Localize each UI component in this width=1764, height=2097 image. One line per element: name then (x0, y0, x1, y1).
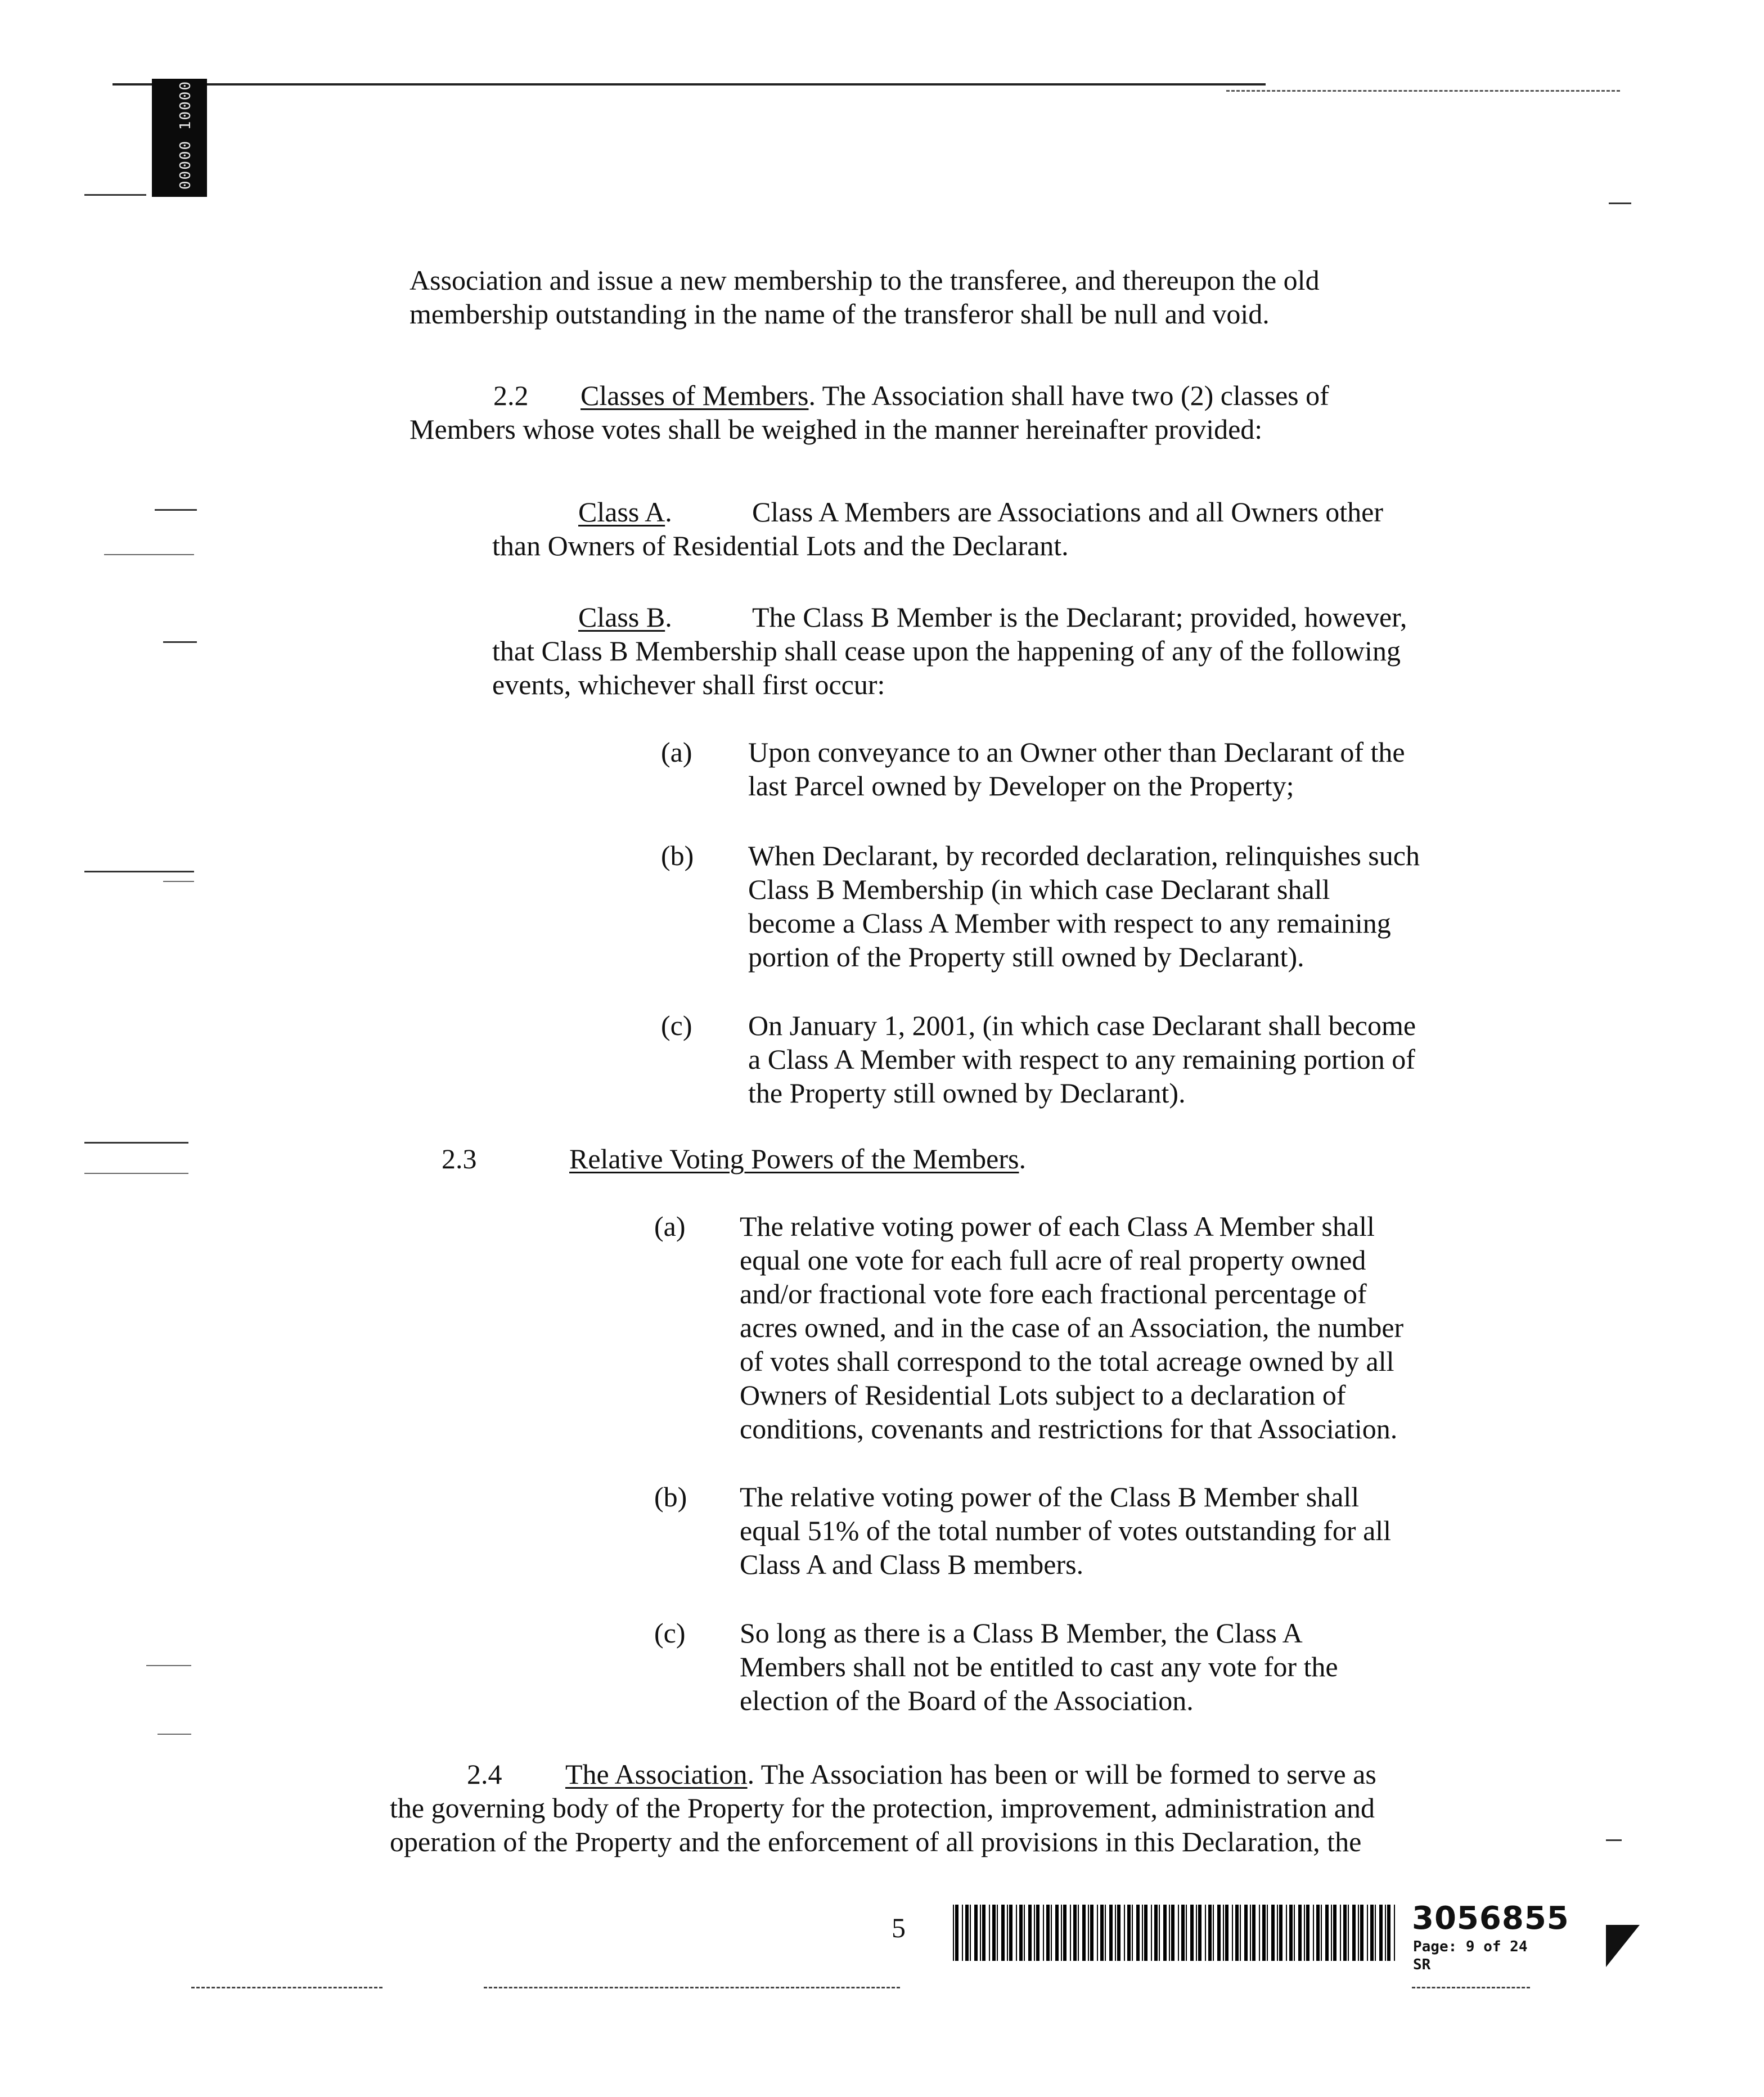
section-2-3-item-c-line: Members shall not be entitled to cast any vote for the (740, 1651, 1338, 1682)
margin-mark (104, 554, 194, 555)
scan-corner-mark (1606, 1925, 1640, 1967)
section-2-3-item-b-marker: (b) (654, 1481, 687, 1513)
class-b-text-2: that Class B Membership shall cease upon the happening of any of the following (492, 635, 1401, 667)
class-b-label: Class B (578, 601, 665, 633)
margin-mark (158, 1734, 191, 1735)
section-2-3-item-a-line: The relative voting power of each Class A Member shall (740, 1210, 1375, 1242)
page-number: 5 (892, 1912, 906, 1943)
class-b-item-a-line: Upon conveyance to an Owner other than Declarant of the (748, 736, 1405, 768)
margin-mark (1606, 1839, 1622, 1841)
section-2-3-dot: . (1019, 1143, 1026, 1174)
class-a-dot: . (665, 496, 672, 528)
section-2-3-item-a-line: conditions, covenants and restrictions for that Association. (740, 1413, 1398, 1444)
class-b-item-c-line: a Class A Member with respect to any remaining portion of (748, 1043, 1415, 1075)
section-2-2-number: 2.2 (493, 380, 529, 411)
class-b-text-3: events, whichever shall first occur: (492, 669, 885, 700)
intro-line-2: membership outstanding in the name of the transferor shall be null and void. (410, 298, 1270, 330)
recording-barcode (951, 1905, 1401, 1961)
edge-stamp-text: 00000 10000 (177, 80, 194, 190)
section-2-3-item-c-marker: (c) (654, 1617, 686, 1649)
margin-mark (84, 871, 194, 872)
recorder-code: SR (1413, 1956, 1431, 1973)
section-2-3-item-c-line: So long as there is a Class B Member, the Class A (740, 1617, 1303, 1649)
section-2-4-text-2: the governing body of the Property for the protection, improvement, administration and (390, 1792, 1375, 1824)
class-b-dot: . (665, 601, 672, 633)
class-b-item-b-marker: (b) (661, 840, 694, 871)
section-2-3-item-a-line: and/or fractional vote fore each fractional percentage of (740, 1278, 1367, 1310)
class-b-item-b-line: When Declarant, by recorded declaration, relinquishes such (748, 840, 1420, 871)
margin-mark (146, 1665, 191, 1666)
class-a-label-line (578, 495, 672, 529)
section-2-3-item-c-line: election of the Board of the Association. (740, 1685, 1194, 1716)
section-2-3-item-a-line: acres owned, and in the case of an Association, the number (740, 1312, 1404, 1343)
class-a-label: Class A (578, 496, 665, 528)
section-2-3-item-a-line: equal one vote for each full acre of real property owned (740, 1244, 1366, 1276)
section-2-3-item-a-line: Owners of Residential Lots subject to a declaration of (740, 1379, 1346, 1411)
section-2-3-item-b-line: The relative voting power of the Class B Member shall (740, 1481, 1360, 1513)
margin-mark (84, 1142, 188, 1144)
scan-top-dashes (1226, 90, 1620, 92)
section-2-4-number: 2.4 (467, 1758, 502, 1790)
margin-mark (84, 1173, 188, 1174)
margin-mark (84, 194, 146, 196)
scan-top-rule (112, 83, 1266, 86)
scan-bottom-dashes (1412, 1987, 1530, 1988)
section-2-2-text-1: . The Association shall have two (2) classes of (808, 380, 1329, 411)
class-b-label-line (578, 600, 672, 634)
class-b-item-b-line: portion of the Property still owned by Declarant). (748, 941, 1304, 973)
section-2-4-heading: The Association (565, 1758, 748, 1790)
class-b-item-c-line: On January 1, 2001, (in which case Declarant shall become (748, 1010, 1416, 1041)
margin-mark (163, 641, 197, 643)
section-2-3-item-a-line: of votes shall correspond to the total acreage owned by all (740, 1346, 1394, 1377)
section-2-3-item-b-line: Class A and Class B members. (740, 1549, 1084, 1580)
class-a-text-2: than Owners of Residential Lots and the Declarant. (492, 530, 1069, 561)
class-b-item-b-line: become a Class A Member with respect to any remaining (748, 907, 1391, 939)
section-2-2-text-2: Members whose votes shall be weighed in the manner hereinafter provided: (410, 413, 1263, 445)
intro-line-1: Association and issue a new membership to the transferee, and thereupon the old (410, 264, 1320, 296)
section-2-3-item-a-marker: (a) (654, 1210, 686, 1242)
scan-bottom-dashes (484, 1987, 900, 1988)
class-b-item-b-line: Class B Membership (in which case Declarant shall (748, 874, 1330, 905)
class-b-item-a-line: last Parcel owned by Developer on the Property; (748, 770, 1294, 802)
section-2-2-heading-line (580, 379, 1329, 412)
section-2-4-text-3: operation of the Property and the enforcement of all provisions in this Declaration, the (390, 1826, 1362, 1857)
class-a-text-1: Class A Members are Associations and all Owners other (752, 496, 1384, 528)
margin-mark (163, 881, 194, 882)
section-2-2-heading: Classes of Members (580, 380, 809, 411)
section-2-3-number: 2.3 (442, 1143, 477, 1174)
document-number: 3056855 (1412, 1900, 1569, 1937)
section-2-4-heading-line (565, 1757, 1376, 1791)
section-2-4-text-1: . The Association has been or will be formed to serve as (747, 1758, 1376, 1790)
margin-mark (1609, 202, 1631, 204)
section-2-3-heading-line (569, 1142, 1026, 1176)
page-count: Page: 9 of 24 (1413, 1938, 1528, 1955)
class-b-item-c-marker: (c) (661, 1010, 692, 1041)
scan-edge-stamp (152, 79, 207, 197)
margin-mark (155, 509, 197, 511)
class-b-item-a-marker: (a) (661, 736, 692, 768)
scan-bottom-dashes (191, 1987, 382, 1988)
class-b-text-1: The Class B Member is the Declarant; provided, however, (752, 601, 1407, 633)
section-2-3-heading: Relative Voting Powers of the Members (569, 1143, 1019, 1174)
section-2-3-item-b-line: equal 51% of the total number of votes outstanding for all (740, 1515, 1392, 1546)
class-b-item-c-line: the Property still owned by Declarant). (748, 1077, 1186, 1109)
